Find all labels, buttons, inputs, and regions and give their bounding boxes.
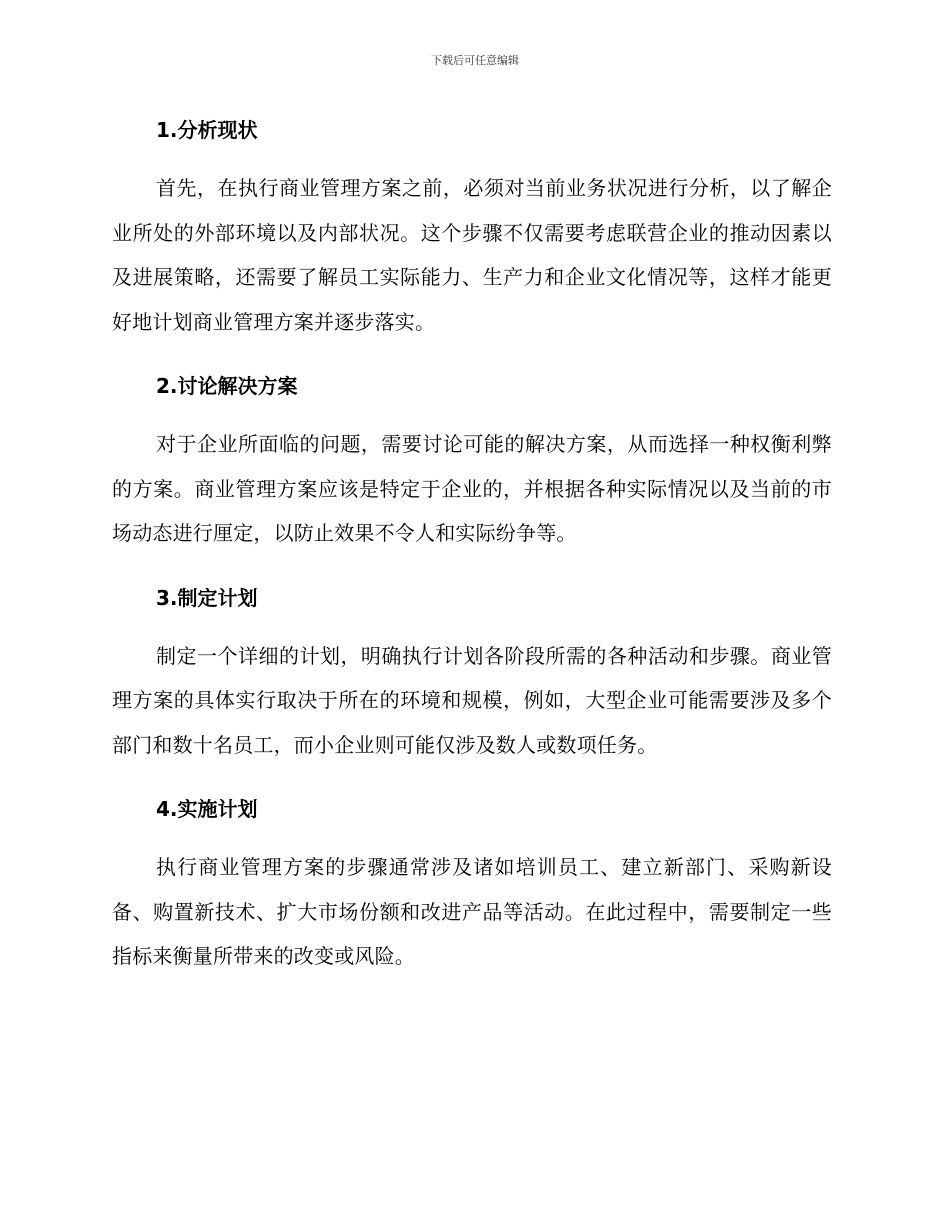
document-body [112, 110, 832, 979]
section-paragraph-2: 对于企业所面临的问题，需要讨论可能的解决方案，从而选择一种权衡利弊的方案。商业管理方案应该是特定于企业的，并根据各种实际情况以及当前的市场动态进行厘定，以防止效果不令人和实际纷争等。 [112, 432, 832, 545]
section-paragraph-4: 执行商业管理方案的步骤通常涉及诸如培训员工、建立新部门、采购新设备、购置新技术、扩大市场份额和改进产品等活动。在此过程中，需要制定一些指标来衡量所带来的改变或风险。 [112, 855, 832, 968]
section-heading-1: 1.分析现状 [156, 118, 258, 142]
section-heading-2: 2.讨论解决方案 [156, 374, 298, 398]
section-heading-3: 3.制定计划 [156, 585, 258, 610]
section-paragraph-3: 制定一个详细的计划，明确执行计划各阶段所需的各种活动和步骤。商业管理方案的具体实行取决于所在的环境和规模，例如，大型企业可能需要涉及多个部门和数十名员工，而小企业则可能仅涉及数人或数项任务。 [112, 643, 832, 757]
page-header-note: 下载后可任意编辑 [431, 54, 519, 67]
section-heading-4: 4.实施计划 [156, 797, 258, 821]
section-paragraph-1: 首先，在执行商业管理方案之前，必须对当前业务状况进行分析，以了解企业所处的外部环境以及内部状况。这个步骤不仅需要考虑联营企业的推动因素以及进展策略，还需要了解员工实际能力、生产力和企业文化情况等，这样才能更好地计划商业管理方案并逐步落实。 [112, 176, 832, 334]
